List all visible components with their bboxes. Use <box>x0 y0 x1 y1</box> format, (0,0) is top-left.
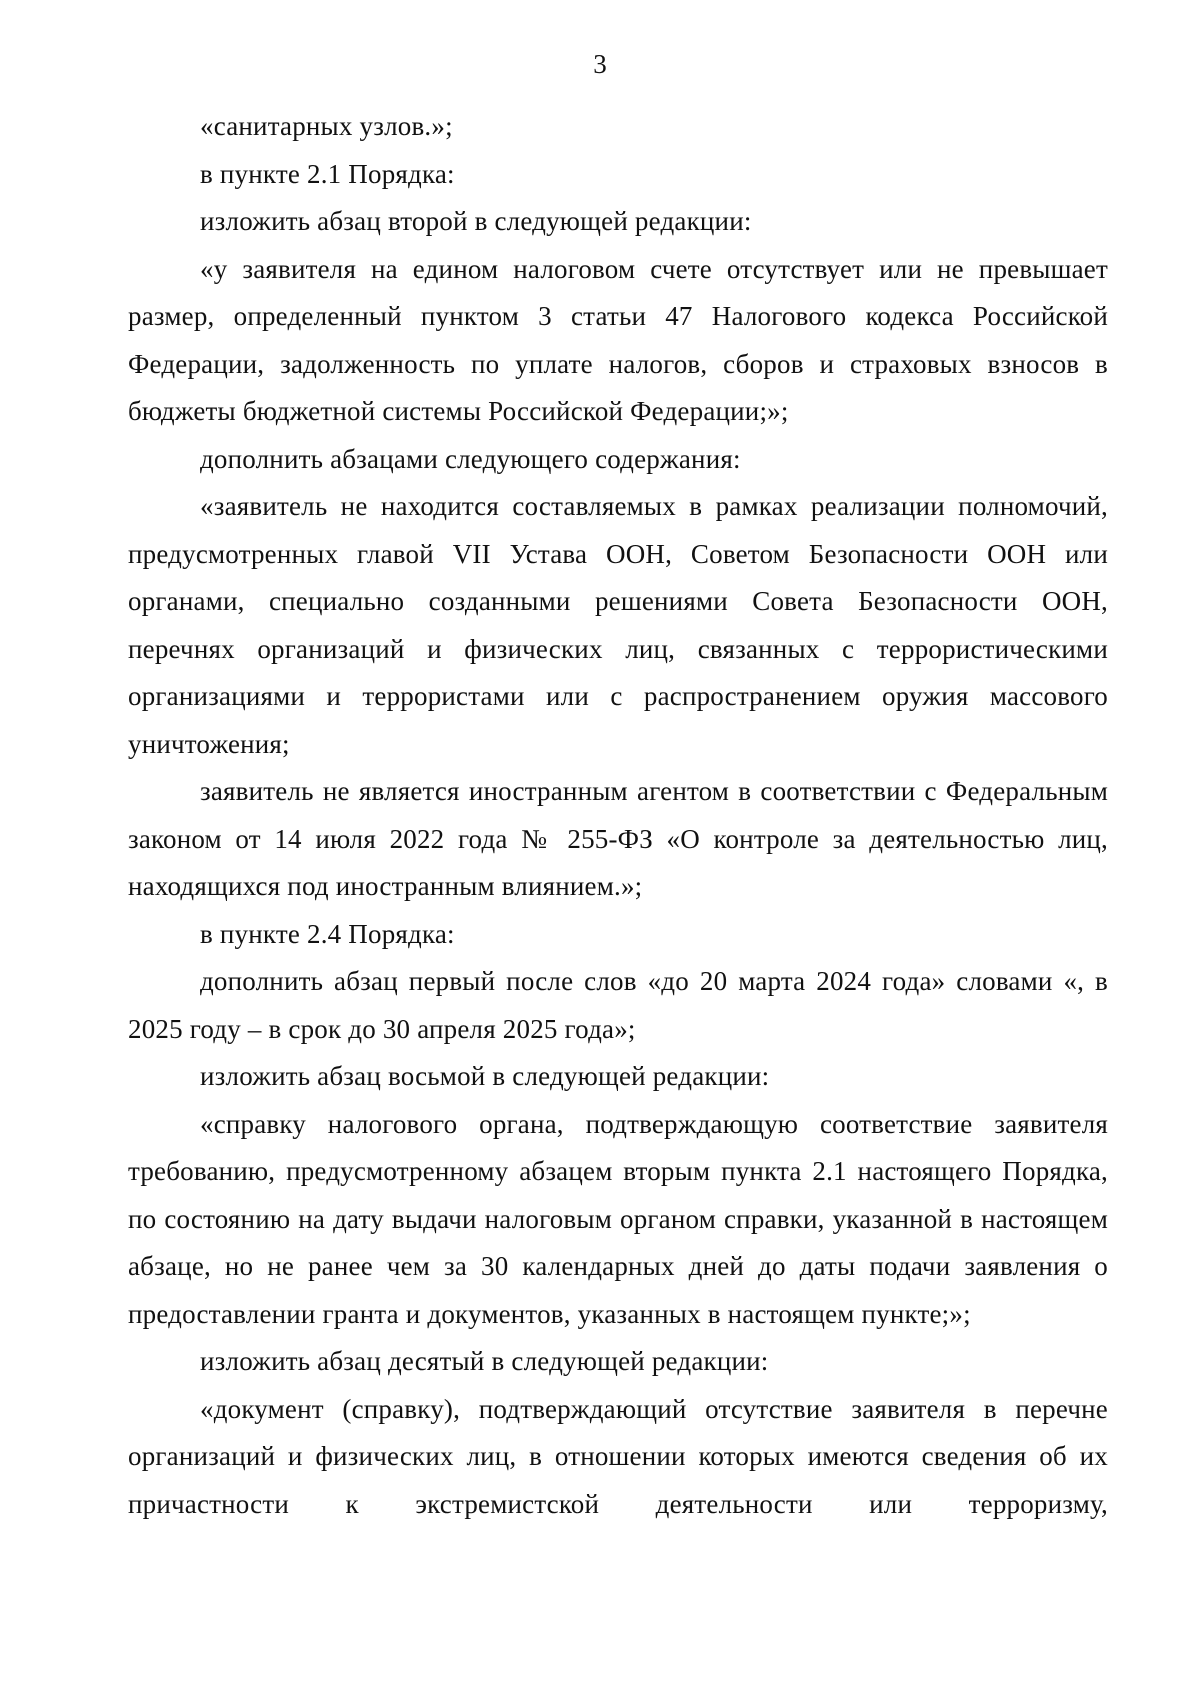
paragraph: изложить абзац десятый в следующей редакции: <box>200 1346 769 1376</box>
paragraph: «заявитель не находится составляемых в рамках реализации полномочий, предусмотренных главой VII Устава ООН, Советом Безопасности ООН или органами, специально созданными решениями Совета Безопасности ООН, перечнях организаций и физических лиц, связанных с террористическими организациями и террористами или с распространением оружия массового уничтожения; <box>128 491 1108 759</box>
paragraph: в пункте 2.1 Порядка: <box>200 158 455 189</box>
paragraph: «справку налогового органа, подтверждающую соответствие заявителя требованию, предусмотренному абзацем вторым пункта 2.1 настоящего Порядка, по состоянию на дату выдачи налоговым органом справки, указанной в настоящем абзаце, но не ранее чем за 30 календарных дней до даты подачи заявления о предоставлении гранта и документов, указанных в настоящем пункте;»; <box>128 1108 1108 1329</box>
paragraph: изложить абзац восьмой в следующей редакции: <box>200 1061 770 1091</box>
paragraph: «документ (справку), подтверждающий отсутствие заявителя в перечне организаций и физических лиц, в отношении которых имеются сведения об их причастности к экстремистской деятельности или терроризму, <box>128 1393 1108 1519</box>
paragraph: заявитель не является иностранным агентом в соответствии с Федеральным законом от 14 июля 2022 года № 255-ФЗ «О контроле за деятельностью лиц, находящихся под иностранным влиянием.»; <box>128 776 1108 901</box>
paragraph: в пункте 2.4 Порядка: <box>200 918 455 949</box>
paragraph: «у заявителя на едином налоговом счете отсутствует или не превышает размер, определенный пунктом 3 статьи 47 Налогового кодекса Российской Федерации, задолженность по уплате налогов, сборов и страховых взносов в бюджеты бюджетной системы Российской Федерации;»; <box>128 253 1108 426</box>
paragraph: дополнить абзац первый после слов «до 20 марта 2024 года» словами «, в 2025 году – в срок до 30 апреля 2025 года»; <box>128 966 1108 1044</box>
page-number: 3 <box>593 49 607 79</box>
paragraph: изложить абзац второй в следующей редакции: <box>200 206 752 236</box>
document-body <box>128 103 1108 1528</box>
paragraph: дополнить абзацами следующего содержания: <box>200 443 741 474</box>
paragraph: «санитарных узлов.»; <box>200 111 453 141</box>
